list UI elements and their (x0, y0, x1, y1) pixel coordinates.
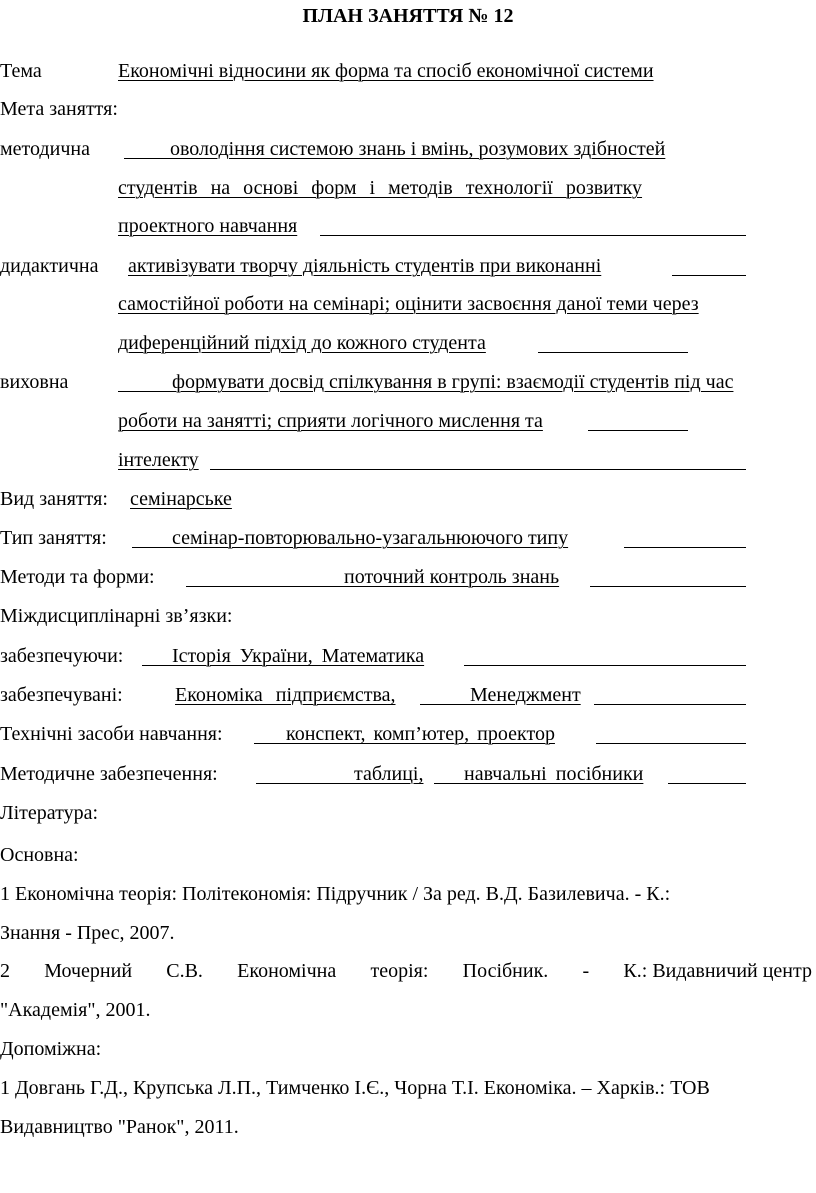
underline-fill (186, 586, 344, 587)
metodychna-line-2: студентів на основі форм і методів технології розвитку (118, 177, 643, 199)
tekhnichni-value: конспект, комп’ютер, проектор (286, 723, 555, 745)
dopomizhna-item-1-line-1: 1 Довгань Г.Д., Крупська Л.П., Тимченко І.Є., Чорна Т.І. Економіка. – Харків.: ТОВ (0, 1077, 710, 1099)
osnovna-label: Основна: (0, 844, 79, 866)
metody-label: Методи та форми: (0, 566, 155, 588)
zabezpechuiuchi-value: Історія України, Математика (172, 645, 425, 667)
underline-fill (594, 704, 746, 705)
metodychna-line-3: проектного навчання (118, 215, 298, 237)
underline-fill (124, 158, 170, 159)
metodychna-label: методична (0, 138, 90, 160)
dydaktychna-line-2: самостійної роботи на семінарі; оцінити засвоєння даної теми через (118, 293, 699, 315)
metodychne-value-1: таблиці, (354, 763, 424, 785)
meta-label: Мета заняття: (0, 98, 118, 120)
vykhovna-line-1: формувати досвід спілкування в групі: взаємодії студентів під час (172, 371, 734, 393)
metodychne-label: Методичне забезпечення: (0, 763, 218, 785)
underline-fill (588, 430, 688, 431)
mizhdys-label: Міждисциплінарні зв’язки: (0, 605, 233, 627)
underline-fill (132, 547, 172, 548)
osnovna-item-1-line-1: 1 Економічна теорія: Політекономія: Підручник / За ред. В.Д. Базилевича. - К.: (0, 883, 671, 905)
underline-fill (434, 783, 464, 784)
underline-fill (256, 783, 354, 784)
vykhovna-line-2: роботи на занятті; сприяти логічного мислення та (118, 410, 543, 432)
dydaktychna-line-1: активізувати творчу діяльність студентів при виконанні (128, 255, 602, 277)
tema-label: Тема (0, 60, 42, 82)
zabezpechuvani-value-1: Економіка підприємства, (175, 684, 396, 706)
underline-fill (624, 547, 746, 548)
metody-value: поточний контроль знань (344, 566, 560, 588)
osnovna-item-1-line-2: Знання - Прес, 2007. (0, 922, 175, 944)
vykhovna-label: виховна (0, 371, 69, 393)
tekhnichni-label: Технічні засоби навчання: (0, 723, 223, 745)
vyd-label: Вид заняття: (0, 488, 108, 510)
dydaktychna-label: дидактична (0, 255, 99, 277)
word: 2 (0, 960, 10, 982)
underline-fill (538, 352, 688, 353)
underline-fill (668, 783, 746, 784)
underline-fill (596, 743, 746, 744)
underline-fill (464, 665, 746, 666)
underline-fill (254, 743, 286, 744)
underline-fill (320, 235, 746, 236)
underline-fill (420, 704, 470, 705)
page-title: ПЛАН ЗАНЯТТЯ № 12 (302, 5, 514, 27)
word: - (582, 960, 590, 982)
zabezpechuiuchi-label: забезпечуючи: (0, 645, 124, 667)
zabezpechuvani-value-2: Менеджмент (470, 684, 581, 706)
dopomizhna-label: Допоміжна: (0, 1038, 102, 1060)
vykhovna-line-3: інтелекту (118, 449, 199, 471)
dydaktychna-line-3: диференційний підхід до кожного студента (118, 332, 486, 354)
underline-fill (590, 586, 746, 587)
vyd-value: семінарське (130, 488, 232, 510)
word: теорія: (370, 960, 429, 982)
typ-value: семінар-повторювально-узагальнюючого типу (172, 527, 569, 549)
underline-fill (672, 275, 746, 276)
word: Економічна (237, 960, 337, 982)
dopomizhna-item-1-line-2: Видавництво "Ранок", 2011. (0, 1116, 239, 1138)
osnovna-item-2-line-2: "Академія", 2001. (0, 999, 151, 1021)
metodychna-line-1: оволодіння системою знань і вмінь, розумових здібностей (170, 138, 666, 160)
literatura-label: Література: (0, 802, 99, 824)
underline-fill (142, 665, 172, 666)
typ-label: Тип заняття: (0, 527, 107, 549)
metodychne-value-2: навчальні посібники (464, 763, 644, 785)
osnovna-item-2-line-1 (0, 959, 812, 983)
word: К.: Видавничий центр (623, 960, 812, 982)
word: Мочерний (44, 960, 133, 982)
word: С.В. (166, 960, 203, 982)
underline-fill (118, 391, 172, 392)
zabezpechuvani-label: забезпечувані: (0, 684, 123, 706)
tema-value: Економічні відносини як форма та спосіб економічної системи (118, 60, 654, 82)
underline-fill (210, 469, 746, 470)
word: Посібник. (462, 960, 549, 982)
